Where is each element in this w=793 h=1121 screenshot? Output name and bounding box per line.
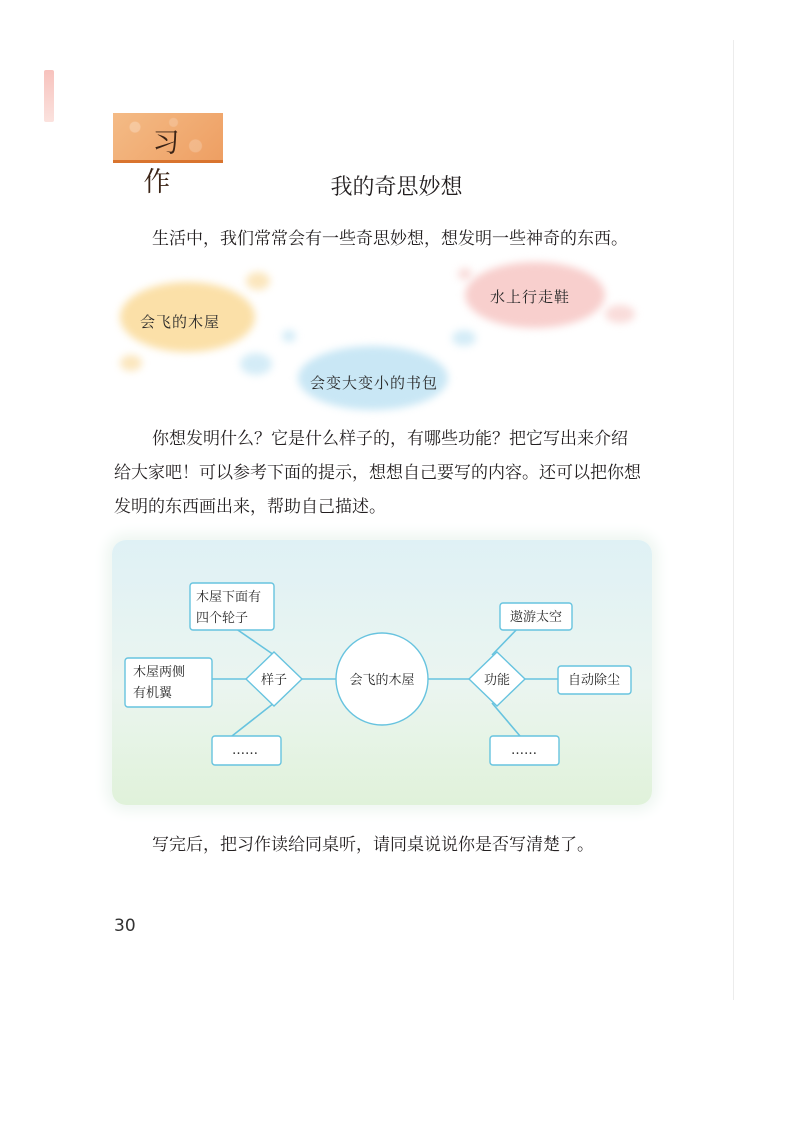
cloud-pink-dot xyxy=(605,305,635,323)
center-label: 会飞的木屋 xyxy=(349,673,415,688)
cloud-blue-dot xyxy=(282,330,296,342)
mind-map xyxy=(112,540,652,805)
cloud-pink-dot xyxy=(458,268,472,280)
page-tab-marker xyxy=(44,70,54,122)
cloud-yellow-dot xyxy=(246,272,270,290)
appearance-wings-line2: 有机翼 xyxy=(133,686,173,701)
section-banner xyxy=(113,113,223,198)
appearance-wings-line1: 木屋两侧 xyxy=(133,665,186,680)
function-more-text: …… xyxy=(511,743,537,758)
function-label: 功能 xyxy=(483,673,511,688)
appearance-more-text: …… xyxy=(232,743,258,758)
page-number: 30 xyxy=(114,916,136,936)
article-title: 我的奇思妙想 xyxy=(330,175,463,200)
appearance-wheels-line2: 四个轮子 xyxy=(196,611,249,626)
closing-paragraph: 写完后，把习作读给同桌听，请同桌说说你是否写清楚了。 xyxy=(152,835,594,855)
idea-water-walking-shoes: 水上行走鞋 xyxy=(490,288,571,306)
cloud-blue-dot xyxy=(452,330,476,346)
idea-flying-house: 会飞的木屋 xyxy=(140,313,221,331)
cloud-blue-dot xyxy=(240,353,272,375)
function-dust-text: 自动除尘 xyxy=(567,673,621,688)
cloud-yellow-dot xyxy=(120,355,142,371)
function-space-text: 遨游太空 xyxy=(509,610,563,625)
section-label: 习作 xyxy=(143,128,202,198)
intro-paragraph: 生活中，我们常常会有一些奇思妙想，想发明一些神奇的东西。 xyxy=(152,229,628,249)
idea-resizable-schoolbag: 会变大变小的书包 xyxy=(310,374,439,392)
appearance-label: 样子 xyxy=(260,673,288,688)
prompt-paragraph: 你想发明什么？它是什么样子的，有哪些功能？把它写出来介绍给大家吧！可以参考下面的提示，想想自己要写的内容。还可以把你想发明的东西画出来，帮助自己描述。 xyxy=(114,429,641,517)
appearance-wheels-line1: 木屋下面有 xyxy=(196,590,262,605)
